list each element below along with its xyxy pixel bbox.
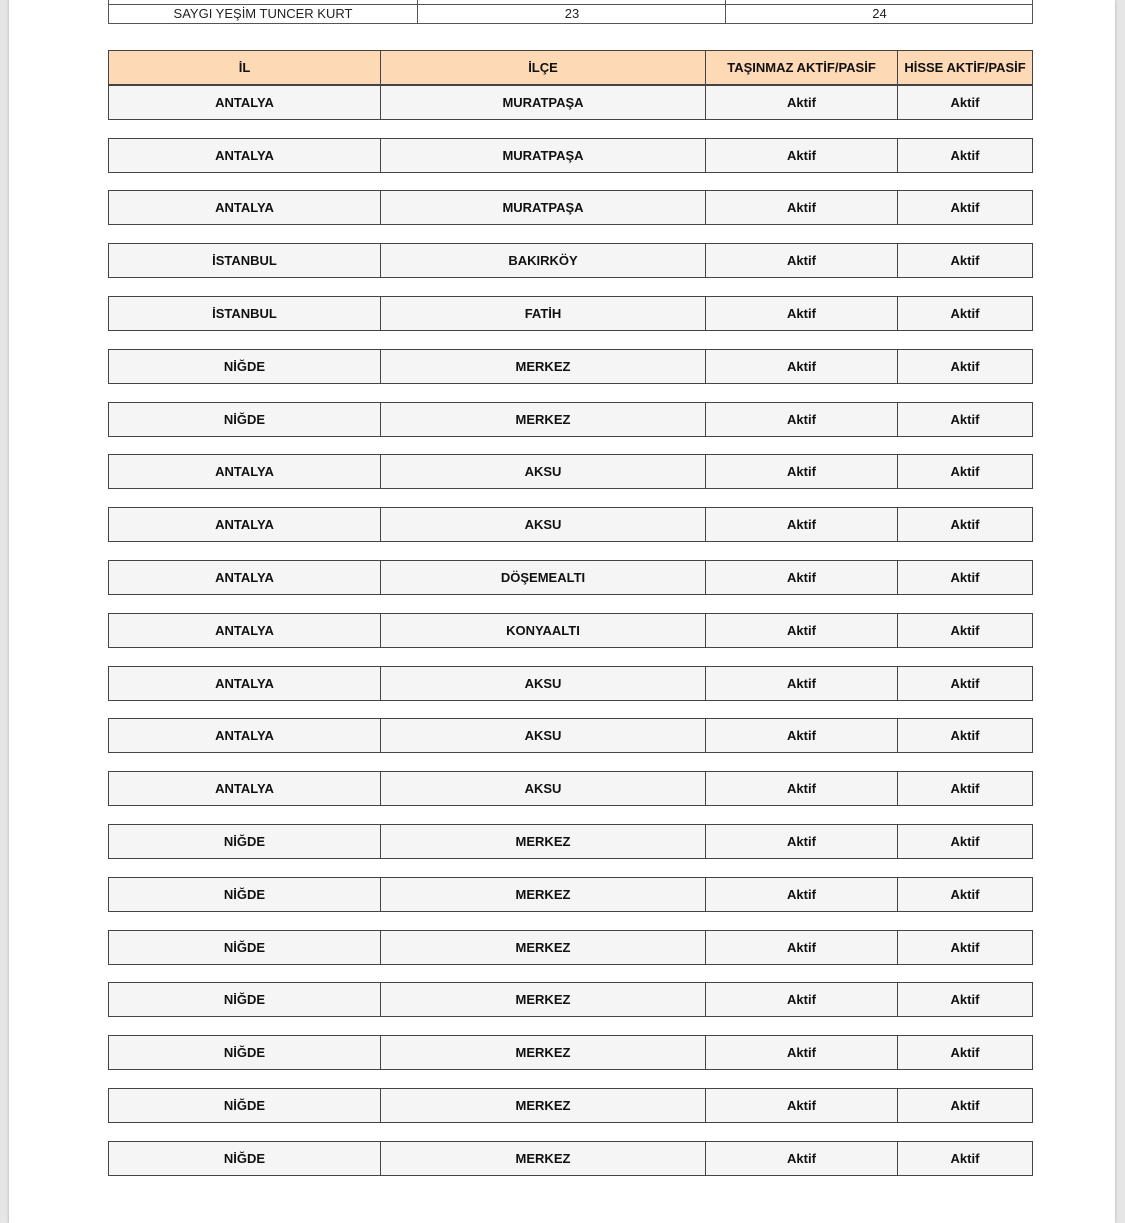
cell-tasinmaz: Aktif [705,350,897,383]
table-row [108,507,1033,542]
cell-hisse: Aktif [897,1089,1032,1122]
cell-hisse: Aktif [897,139,1032,172]
cell-il: ANTALYA [215,676,274,691]
cell-hisse: Aktif [897,297,1032,330]
cell-tasinmaz: Aktif [705,614,897,647]
table-row [108,402,1033,437]
cell-il: NİĞDE [223,1151,266,1166]
cell-ilce: AKSU [380,508,705,541]
cell-hisse: Aktif [897,1142,1032,1175]
cell-tasinmaz: Aktif [705,455,897,488]
cell-il: NİĞDE [223,834,266,849]
cell-il: ANTALYA [215,148,274,163]
cell-il: ANTALYA [215,517,274,532]
table-row [108,1088,1033,1123]
document-page [9,0,1115,1223]
cell-tasinmaz: Aktif [705,667,897,700]
cell-hisse: Aktif [897,614,1032,647]
table-row [108,560,1033,595]
table-row [108,824,1033,859]
cell-tasinmaz: Aktif [705,191,897,224]
cell-tasinmaz: Aktif [705,139,897,172]
table-row [108,982,1033,1017]
cell-il: ANTALYA [215,570,274,585]
cell-hisse: Aktif [897,825,1032,858]
cell-ilce: MERKEZ [380,983,705,1016]
cell-hisse: Aktif [897,931,1032,964]
table-row [108,666,1033,701]
cell-hisse: Aktif [897,191,1032,224]
cell-il: NİĞDE [223,940,266,955]
cell-tasinmaz: Aktif [705,825,897,858]
cell-tasinmaz: Aktif [705,983,897,1016]
cell-ilce: AKSU [380,772,705,805]
cell-il: ANTALYA [215,781,274,796]
table-row [108,85,1033,120]
table-row [108,877,1033,912]
cell-il: İSTANBUL [212,306,277,321]
cell-hisse: Aktif [897,561,1032,594]
cell-hisse: Aktif [897,772,1032,805]
cell-tasinmaz: Aktif [705,878,897,911]
cell-hisse: Aktif [897,350,1032,383]
header-tasinmaz: TAŞINMAZ AKTİF/PASİF [705,51,897,84]
cell-ilce: MERKEZ [380,1142,705,1175]
cell-il: NİĞDE [223,1045,266,1060]
cell-il: NİĞDE [223,992,266,1007]
table-row [108,349,1033,384]
cell-il: NİĞDE [223,887,266,902]
cell-tasinmaz: Aktif [705,1089,897,1122]
cell-hisse: Aktif [897,719,1032,752]
cell-ilce: MERKEZ [380,878,705,911]
cell-hisse: Aktif [897,403,1032,436]
cell-ilce: MERKEZ [380,825,705,858]
cell-tasinmaz: Aktif [705,244,897,277]
cell-il: İSTANBUL [212,253,277,268]
cell-il: NİĞDE [223,412,266,427]
table-row [108,930,1033,965]
cell-hisse: Aktif [897,878,1032,911]
table-row [108,454,1033,489]
summary-name-cell: SAYGI YEŞİM TUNCER KURT [173,6,353,21]
table-row [108,1035,1033,1070]
table-row [108,1141,1033,1176]
cell-tasinmaz: Aktif [705,1036,897,1069]
table-row [108,138,1033,173]
cell-tasinmaz: Aktif [705,508,897,541]
cell-ilce: BAKIRKÖY [380,244,705,277]
cell-ilce: KONYAALTI [380,614,705,647]
cell-il: NİĞDE [223,1098,266,1113]
cell-ilce: AKSU [380,455,705,488]
cell-tasinmaz: Aktif [705,772,897,805]
cell-il: ANTALYA [215,464,274,479]
header-il: İL [238,60,251,75]
cell-tasinmaz: Aktif [705,719,897,752]
header-hisse: HİSSE AKTİF/PASİF [897,51,1032,84]
cell-ilce: MERKEZ [380,350,705,383]
cell-hisse: Aktif [897,244,1032,277]
cell-il: ANTALYA [215,200,274,215]
table-header [108,50,1033,85]
cell-ilce: DÖŞEMEALTI [380,561,705,594]
cell-hisse: Aktif [897,508,1032,541]
cell-ilce: AKSU [380,719,705,752]
cell-ilce: MERKEZ [380,1036,705,1069]
cell-ilce: MERKEZ [380,1089,705,1122]
cell-hisse: Aktif [897,86,1032,119]
cell-tasinmaz: Aktif [705,931,897,964]
cell-il: ANTALYA [215,623,274,638]
cell-il: ANTALYA [215,728,274,743]
cell-ilce: AKSU [380,667,705,700]
cell-hisse: Aktif [897,983,1032,1016]
table-row [108,243,1033,278]
cell-tasinmaz: Aktif [705,297,897,330]
cell-ilce: MURATPAŞA [380,191,705,224]
summary-value1-cell: 23 [417,4,726,23]
cell-ilce: MURATPAŞA [380,86,705,119]
cell-ilce: MERKEZ [380,931,705,964]
cell-tasinmaz: Aktif [705,403,897,436]
header-ilce: İLÇE [380,51,705,84]
cell-tasinmaz: Aktif [705,1142,897,1175]
cell-tasinmaz: Aktif [705,561,897,594]
summary-table [108,0,1033,24]
cell-hisse: Aktif [897,667,1032,700]
table-row [108,613,1033,648]
cell-ilce: MERKEZ [380,403,705,436]
cell-hisse: Aktif [897,1036,1032,1069]
table-row [108,190,1033,225]
table-row [108,718,1033,753]
cell-hisse: Aktif [897,455,1032,488]
cell-ilce: MURATPAŞA [380,139,705,172]
cell-il: NİĞDE [223,359,266,374]
table-row [108,296,1033,331]
cell-ilce: FATİH [380,297,705,330]
cell-il: ANTALYA [215,95,274,110]
table-row [108,771,1033,806]
cell-tasinmaz: Aktif [705,86,897,119]
summary-value2-cell: 24 [725,4,1033,23]
